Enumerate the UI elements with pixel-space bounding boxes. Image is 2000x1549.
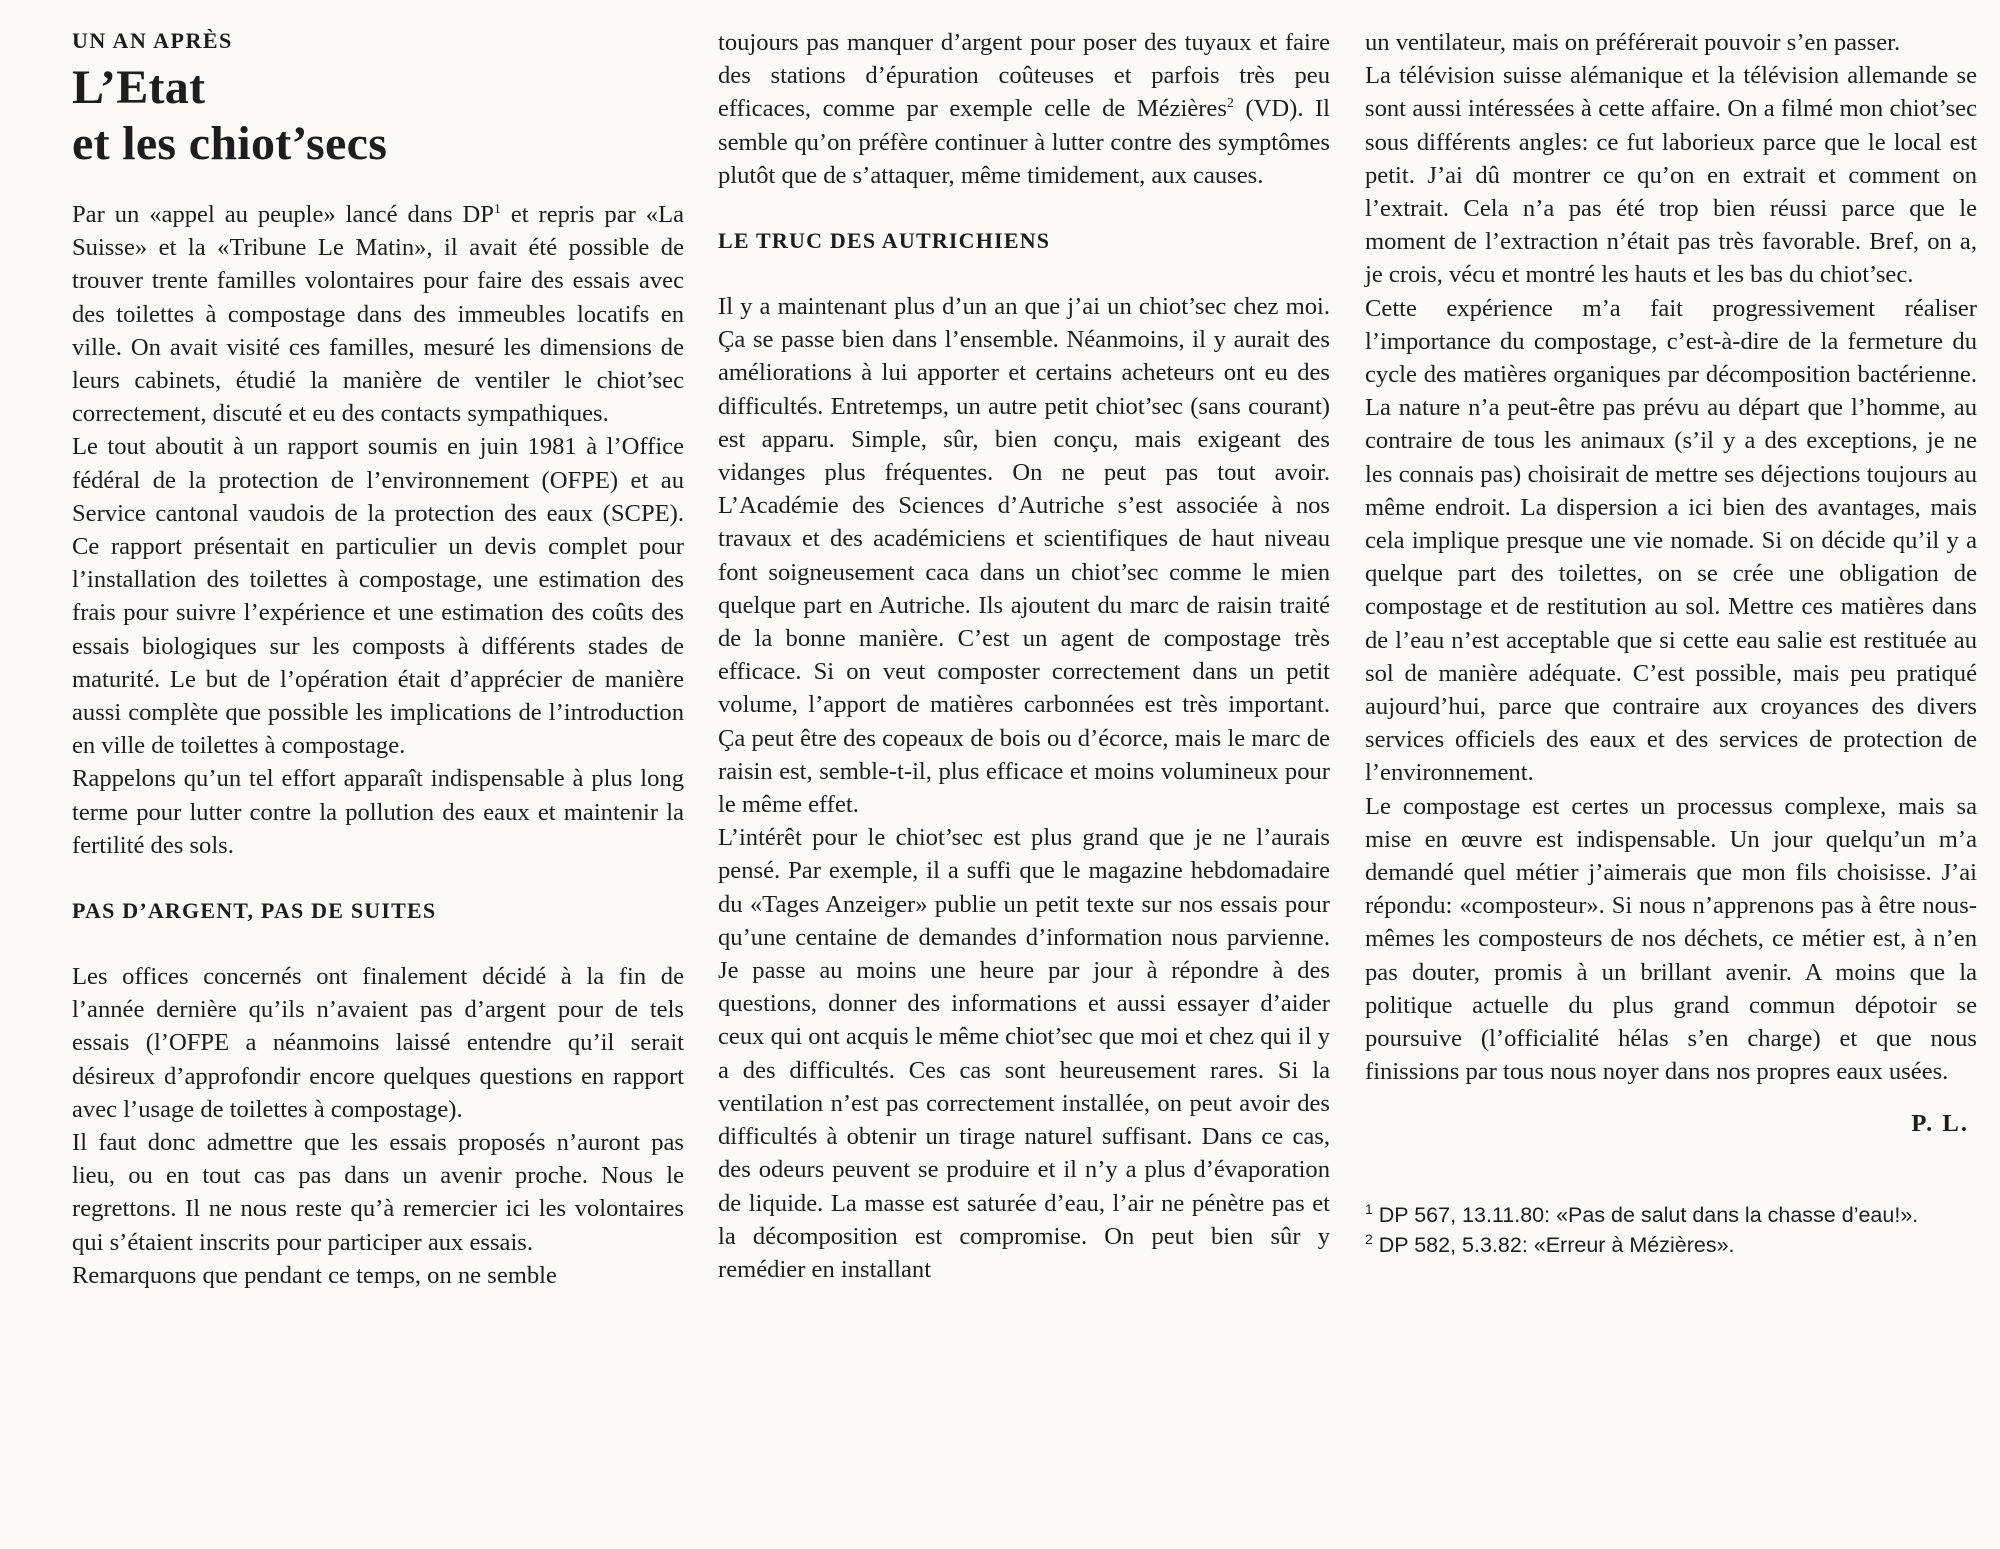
text-run: et repris par «La Suisse» et la «Tribune Le Matin», il avait été possible de trouver trente familles volontaires pour faire des essais avec des toilettes à compostage dans des immeubles locatifs en ville. On avait visité ces familles, mesuré les dimensions de leurs cabinets, étudié la manière de ventiler le chiot’sec correctement, discuté et eu des contacts sympathiques. <box>72 201 685 428</box>
paragraph: La télévision suisse alémanique et la télévision allemande se sont aussi intéressées à cette affaire. On a filmé mon chiot’sec sous différents angles: ce fut laborieux parce que le local est petit. J’ai dû montrer ce qu’on en extrait et comment on l’extrait. Cela n’a pas été trop bien réussi parce que le moment de l’extraction n’était pas très favorable. Bref, on a, je crois, vécu et montré les hauts et les bas du chiot’sec. <box>1365 62 1977 289</box>
paragraph: Remarquons que pendant ce temps, on ne semble <box>72 1261 557 1289</box>
footnote-1 <box>1365 1200 1977 1230</box>
paragraph: Il y a maintenant plus d’un an que j’ai un chiot’sec chez moi. Ça se passe bien dans l’ensemble. Néanmoins, il y aurait des améliorations à lui apporter et certains acheteurs ont eu des difficultés. Entretemps, un autre petit chiot’sec (sans courant) est apparu. Simple, sûr, bien conçu, mais exigeant des vidanges plus fréquentes. On ne peut pas tout avoir. L’Académie des Sciences d’Autriche s’est associée à nos travaux et des académiciens et scientifiques de haut niveau font soigneusement caca dans un chiot’sec comme le mien quelque part en Autriche. Ils ajoutent du marc de raisin traité de la bonne manière. C’est un agent de compostage très efficace. Si on veut composter correctement dans un petit volume, l’apport de matières carbonnées est très important. Ça peut être des copeaux de bois ou d’écorce, mais le marc de raisin est, semble-t-il, plus efficace et moins volumineux pour le même effet. <box>718 293 1330 819</box>
paragraph: Le compostage est certes un processus complexe, mais sa mise en œuvre est indispensable. Un jour quelqu’un m’a demandé quel métier j’aimerais que mon fils choisisse. J’ai répondu: «composteur». Si nous n’apprenons pas à être nous-mêmes les composteurs de nos déchets, ce métier est, à n’en pas douter, promis à un brillant avenir. A moins que la politique actuelle du plus grand commun dépotoir se poursuive (l’officialité hélas s’en charge) et que nous finissions par tous nous noyer dans nos propres eaux usées. <box>1365 792 1977 1086</box>
paragraph <box>72 198 684 430</box>
footnote-mark: 1 <box>1365 1200 1373 1217</box>
headline <box>72 60 684 172</box>
headline-line-1: L’Etat <box>72 61 206 114</box>
subheading: PAS D’ARGENT, PAS DE SUITES <box>72 898 437 924</box>
paragraph: Rappelons qu’un tel effort apparaît indispensable à plus long terme pour lutter contre la pollution des eaux et maintenir la fertilité des sols. <box>72 765 684 859</box>
paragraph: Les offices concernés ont finalement décidé à la fin de l’année dernière qu’ils n’avaient pas d’argent pour de tels essais (l’OFPE a néanmoins laissé entendre qu’il serait désireux d’approfondir encore quelques questions en rapport avec l’usage de toilettes à compostage). <box>72 963 684 1123</box>
column-2 <box>718 26 1330 1286</box>
headline-line-2: et les chiot’secs <box>72 117 388 170</box>
footnote-ref-2: 2 <box>1226 96 1234 112</box>
text-run: Par un «appel au peuple» lancé dans DP <box>72 201 494 228</box>
paragraph: Cette expérience m’a fait progressivement réaliser l’importance du compostage, c’est-à-dire de la fermeture du cycle des matières organiques par décomposition bactérienne. La nature n’a peut-être pas prévu au départ que l’homme, au contraire de tous les animaux (s’il y a des exceptions, je ne les connais pas) choisirait de mettre ses déjections toujours au même endroit. La dispersion a ici bien des avantages, mais cela implique presque une vie nomade. Si on décide qu’il y a quelque part des toilettes, on se crée une obligation de compostage et de restitution au sol. Mettre ces matières dans de l’eau n’est acceptable que si cette eau salie est restituée au sol de manière adéquate. C’est possible, mais peu pratiqué aujourd’hui, parce que contraire aux croyances des divers services officiels des eaux et des services de protection de l’environnement. <box>1365 294 1977 787</box>
footnote-text: DP 567, 13.11.80: «Pas de salut dans la chasse d’eau!». <box>1372 1202 1919 1227</box>
text-run: toujours pas manquer d’argent pour poser des tuyaux et faire des stations d’épuration coûteuses et parfois très peu efficaces, comme par exemple celle de Mézières <box>718 29 1330 123</box>
footnote-2 <box>1365 1230 1977 1260</box>
paragraph: Le tout aboutit à un rapport soumis en juin 1981 à l’Office fédéral de la protection de l’environnement (OFPE) et au Service cantonal vaudois de la protection des eaux (SCPE). Ce rapport présentait en particulier un devis complet pour l’installation des toilettes à compostage, une estimation des frais pour suivre l’expérience et une estimation des coûts des essais biologiques sur les composts à différents stades de maturité. Le but de l’opération était d’apprécier de manière aussi complète que possible les implications de l’introduction en ville de toilettes à compostage. <box>72 433 684 760</box>
footnote-mark: 2 <box>1365 1230 1373 1247</box>
paragraph: un ventilateur, mais on préférerait pouvoir s’en passer. <box>1365 29 1901 56</box>
footnote-ref-1: 1 <box>493 201 501 217</box>
kicker: UN AN APRÈS <box>72 28 233 53</box>
footnote-text: DP 582, 5.3.82: «Erreur à Mézières». <box>1372 1232 1735 1257</box>
paragraph: L’intérêt pour le chiot’sec est plus grand que je ne l’aurais pensé. Par exemple, il a suffi que le magazine hebdomadaire du «Tages Anzeiger» publie un petit texte sur nos essais pour qu’une centaine de demandes d’information nous parvienne. Je passe au moins une heure par jour à répondre à des questions, donner des informations et aussi essayer d’aider ceux qui ont acquis le même chiot’sec que moi et chez qui il y a des difficultés. Ces cas sont heureusement rares. Si la ventilation n’est pas correctement installée, on peut avoir des difficultés à obtenir un tirage naturel suffisant. Dans ce cas, des odeurs peuvent se produire et il n’y a plus d’évaporation de liquide. La masse est saturée d’eau, l’air ne pénètre pas et la décomposition est compromise. On peut bien sûr y remédier en installant <box>718 824 1330 1283</box>
paragraph <box>718 26 1330 192</box>
author-signature: P. L. <box>1911 1109 1969 1137</box>
paragraph: Il faut donc admettre que les essais proposés n’auront pas lieu, ou en tout cas pas dans un avenir proche. Nous le regrettons. Il ne nous reste qu’à remercier ici les volontaires qui s’étaient inscrits pour participer aux essais. <box>72 1129 684 1256</box>
column-1 <box>72 26 684 1292</box>
subheading: LE TRUC DES AUTRICHIENS <box>718 228 1051 254</box>
footnotes <box>1365 1200 1977 1260</box>
text-run: (VD). Il semble qu’on préfère continuer à lutter contre des symptômes plutôt que de s’attaquer, même timidement, aux causes. <box>718 95 1330 189</box>
column-3 <box>1365 26 1977 1260</box>
